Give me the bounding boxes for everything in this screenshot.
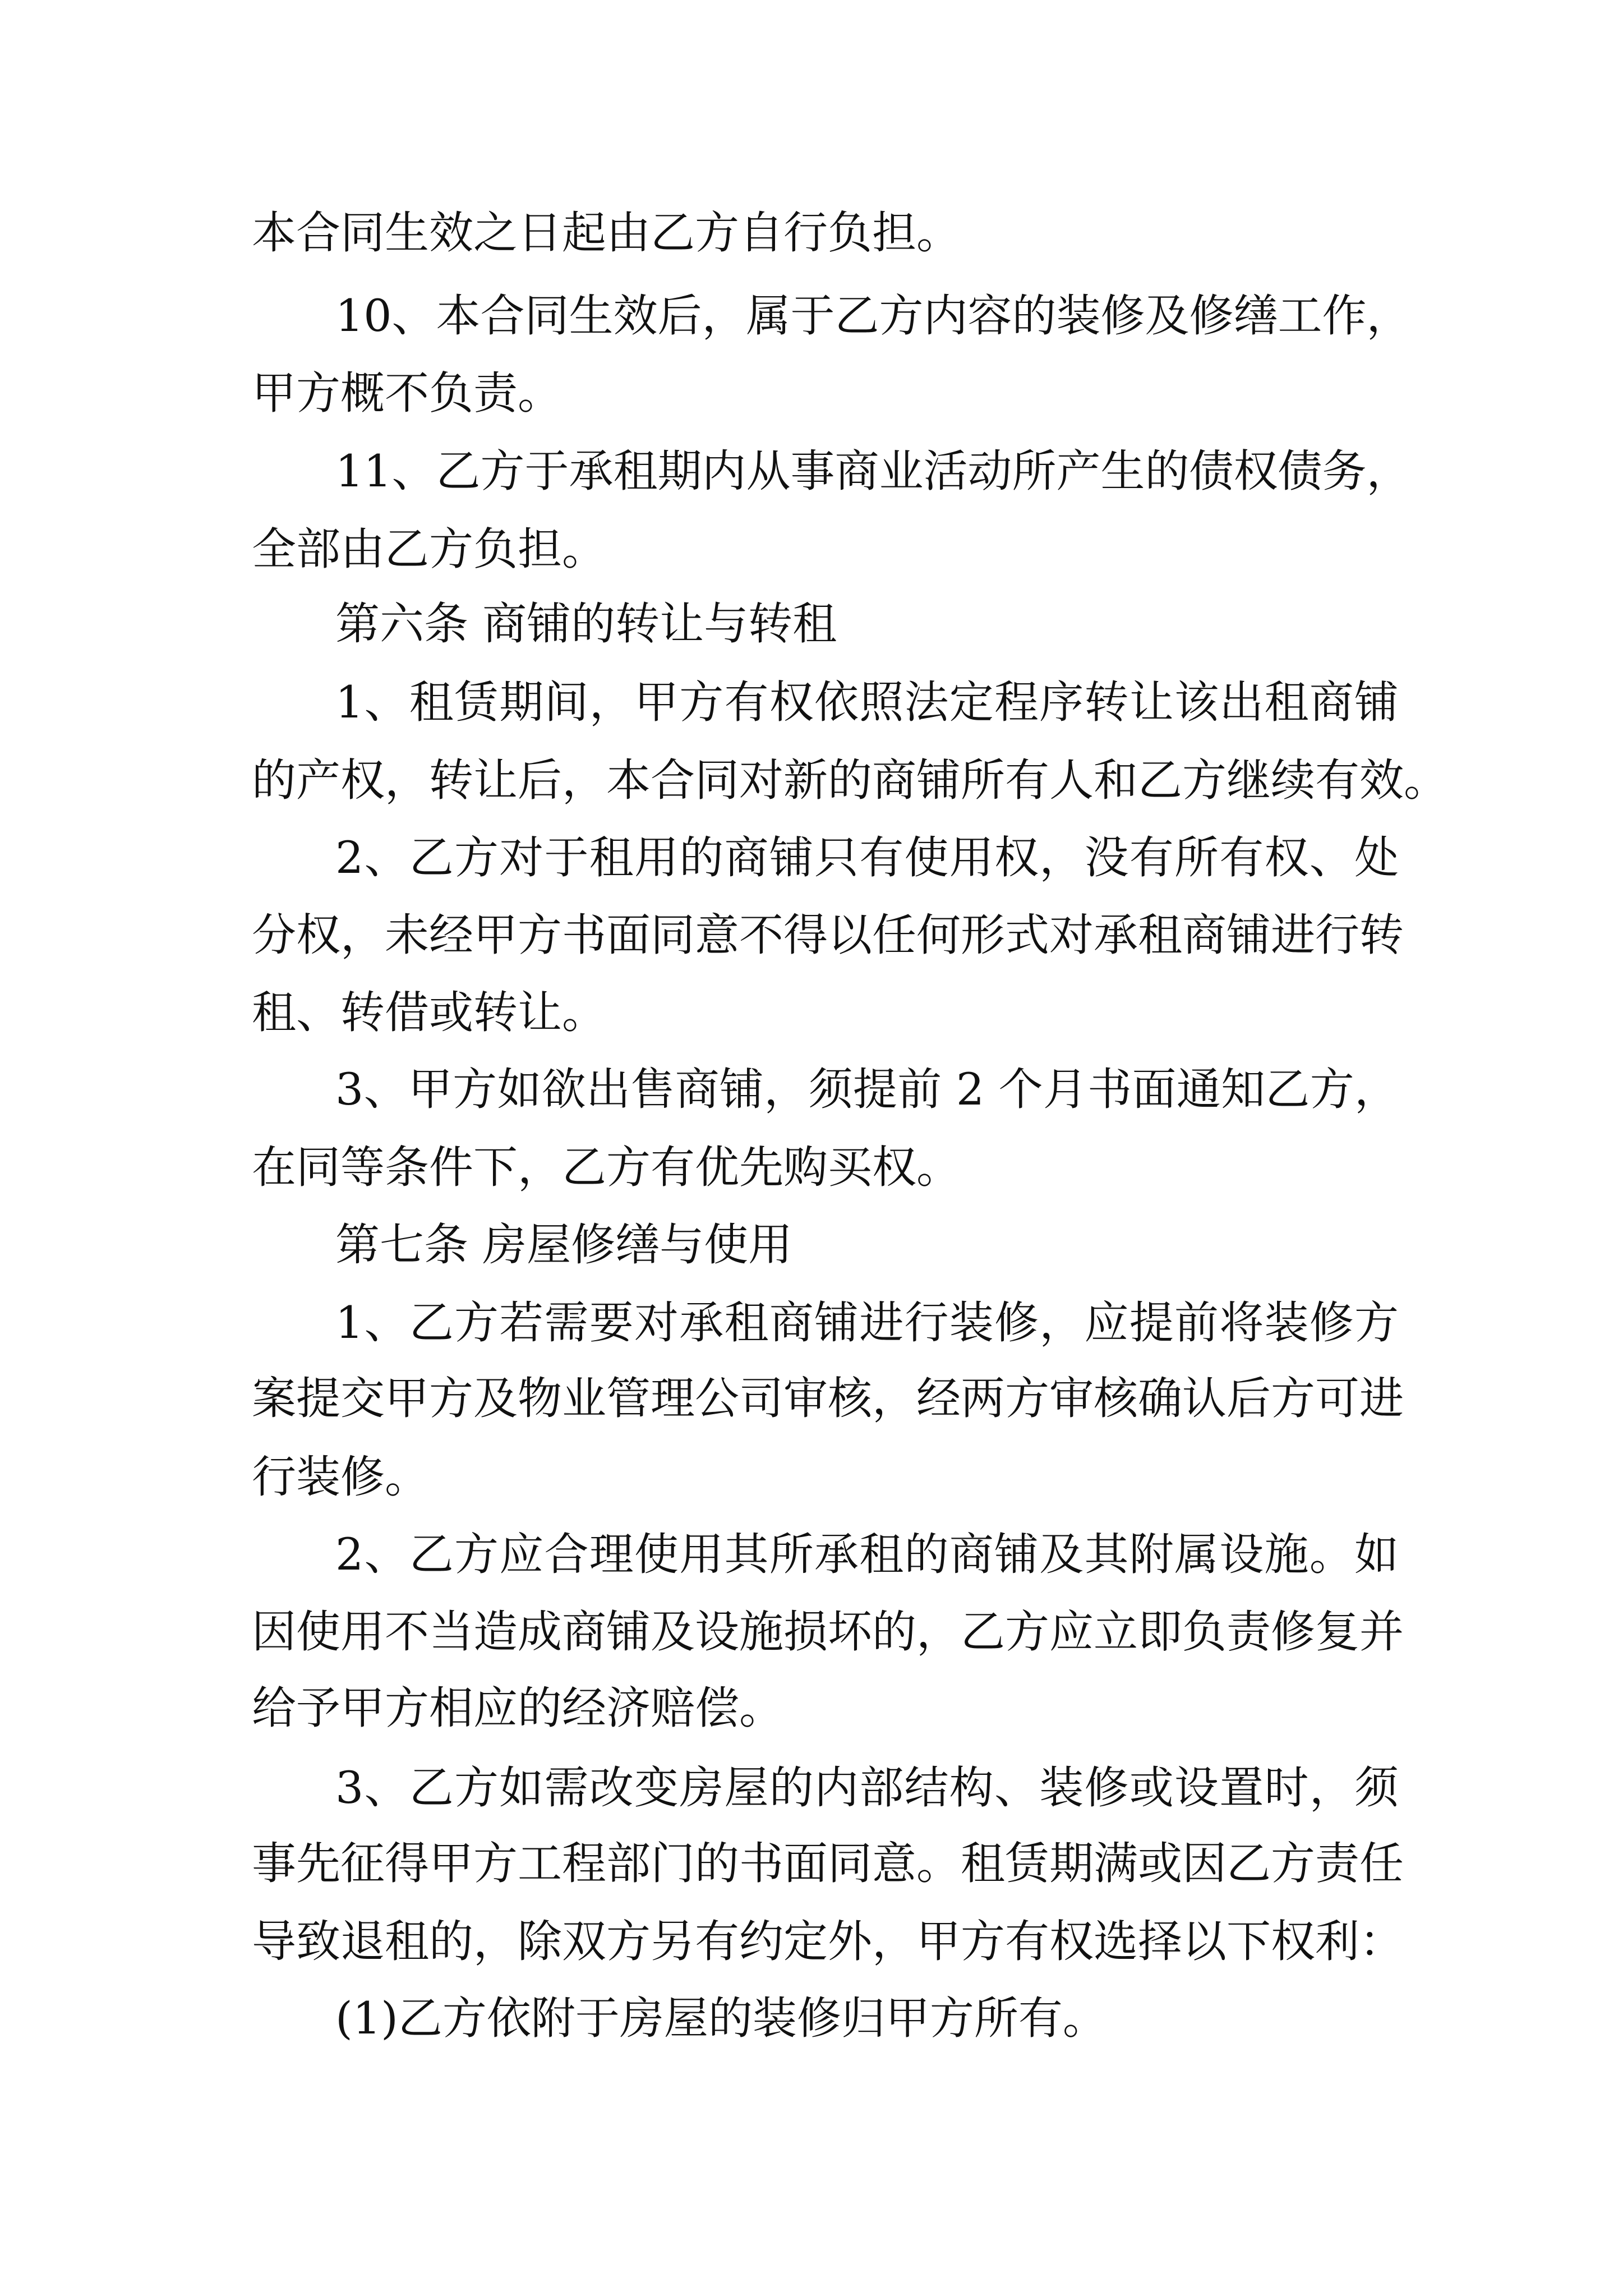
paragraph-line: 10、本合同生效后，属于乙方内容的装修及修缮工作， [335,290,1411,342]
paragraph-line: 11、乙方于承租期内从事商业活动所产生的债权债务， [335,445,1411,497]
paragraph-line: 导致退租的，除双方另有约定外，甲方有权选择以下权利： [252,1916,1404,1967]
paragraph-line: (1)乙方依附于房屋的装修归甲方所有。 [335,1993,1107,2044]
paragraph-line: 事先征得甲方工程部门的书面同意。租赁期满或因乙方责任 [252,1838,1404,1889]
paragraph-line: 全部由乙方负担。 [252,523,606,575]
section-heading: 第七条 房屋修缮与使用 [335,1219,793,1271]
paragraph-line: 本合同生效之日起由乙方自行负担。 [252,207,961,259]
paragraph-line: 案提交甲方及物业管理公司审核，经两方审核确认后方可进 [252,1373,1404,1424]
paragraph-line: 1、乙方若需要对承租商铺进行装修，应提前将装修方 [335,1297,1399,1349]
paragraph-line: 在同等条件下，乙方有优先购买权。 [252,1142,961,1193]
paragraph-line: 租、转借或转让。 [252,987,606,1038]
paragraph-line: 2、乙方应合理使用其所承租的商铺及其附属设施。如 [335,1529,1399,1580]
paragraph-line: 2、乙方对于租用的商铺只有使用权，没有所有权、处 [335,832,1399,884]
paragraph-line: 甲方概不负责。 [252,367,562,419]
paragraph-line: 因使用不当造成商铺及设施损坏的，乙方应立即负责修复并 [252,1606,1404,1658]
paragraph-line: 3、甲方如欲出售商铺，须提前 2 个月书面通知乙方， [335,1064,1399,1115]
paragraph-line: 行装修。 [252,1451,429,1503]
paragraph-line: 1、租赁期间，甲方有权依照法定程序转让该出租商铺 [335,677,1399,728]
paragraph-line: 给予甲方相应的经济赔偿。 [252,1682,783,1734]
paragraph-line: 的产权，转让后，本合同对新的商铺所有人和乙方继续有效。 [252,754,1448,806]
paragraph-line: 3、乙方如需改变房屋的内部结构、装修或设置时，须 [335,1762,1399,1814]
paragraph-line: 分权，未经甲方书面同意不得以任何形式对承租商铺进行转 [252,909,1404,961]
section-heading: 第六条 商铺的转让与转租 [335,598,837,650]
